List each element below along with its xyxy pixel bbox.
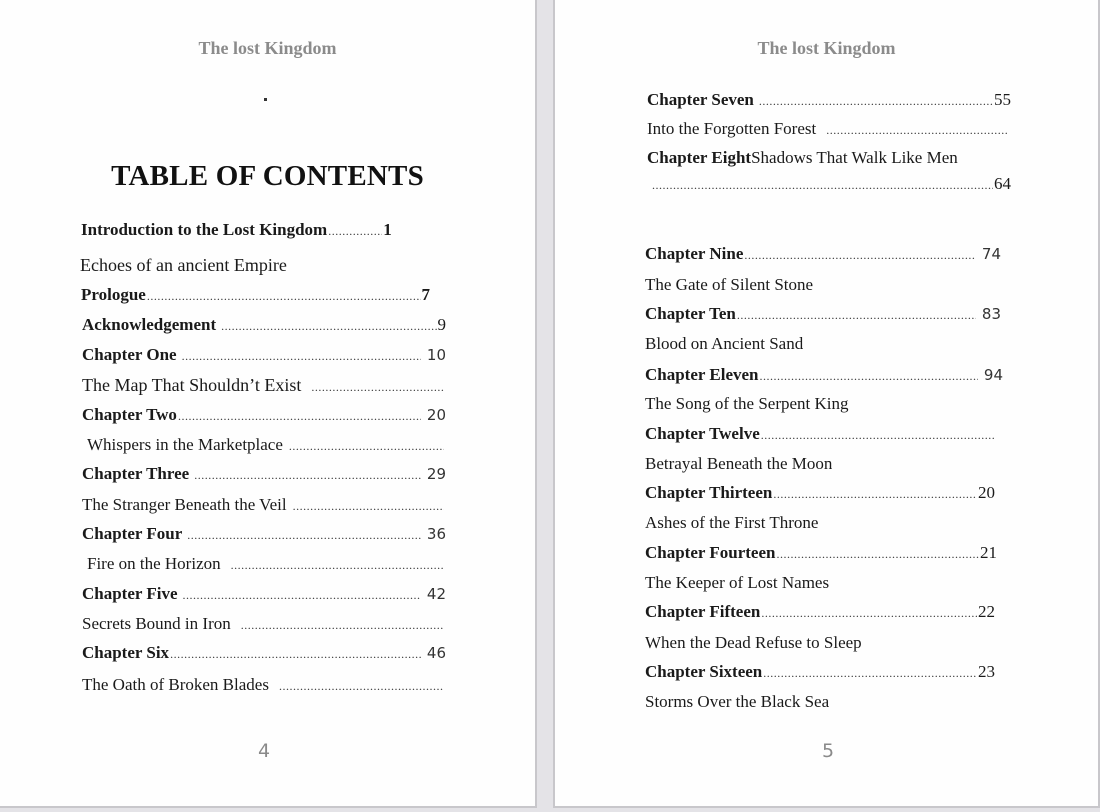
- toc-entry-chapter-eleven[interactable]: Chapter Eleven ..... 94: [645, 364, 1003, 387]
- toc-entry-subtitle[interactable]: Echoes of an ancient Empire: [80, 255, 287, 275]
- toc-entry-subtitle[interactable]: The Song of the Serpent King: [645, 394, 849, 413]
- toc-entry-subtitle[interactable]: Storms Over the Black Sea: [645, 692, 830, 711]
- toc-entry-introduction[interactable]: Introduction to the Lost Kingdom ..... 1: [81, 219, 435, 242]
- page-number: 4: [258, 740, 271, 762]
- document-page-4: [0, 0, 537, 808]
- toc-entry-chapter-ten[interactable]: Chapter Ten ..... 83: [645, 303, 1001, 326]
- toc-entry-chapter-two[interactable]: Chapter Two ..... 20: [82, 404, 446, 427]
- toc-entry-chapter-eight[interactable]: Chapter Eight Shadows That Walk Like Men: [647, 148, 958, 167]
- toc-entry-subtitle[interactable]: Whispers in the Marketplace .....: [87, 434, 445, 457]
- toc-entry-chapter-one[interactable]: Chapter One ..... 10: [82, 344, 446, 367]
- page-header: The lost Kingdom: [198, 38, 337, 58]
- toc-entry-subtitle[interactable]: The Oath of Broken Blades .....: [82, 674, 445, 697]
- toc-entry-subtitle[interactable]: The Map That Shouldn’t Exist .....: [82, 374, 445, 398]
- toc-entry-chapter-nine[interactable]: Chapter Nine ..... 74: [645, 243, 1001, 266]
- toc-entry-subtitle[interactable]: Ashes of the First Throne: [645, 513, 819, 532]
- page-header: The lost Kingdom: [757, 38, 896, 58]
- toc-entry-chapter-six[interactable]: Chapter Six ..... 46: [82, 642, 446, 665]
- toc-entry-chapter-thirteen[interactable]: Chapter Thirteen ..... 20: [645, 482, 995, 505]
- toc-entry-subtitle[interactable]: Secrets Bound in Iron .....: [82, 613, 445, 636]
- toc-entry-chapter-sixteen[interactable]: Chapter Sixteen ..... 23: [645, 661, 995, 684]
- toc-entry-acknowledgement[interactable]: Acknowledgement ..... 9: [82, 314, 446, 337]
- toc-entry-subtitle[interactable]: Fire on the Horizon .....: [87, 553, 445, 576]
- toc-heading: TABLE OF CONTENTS: [111, 160, 424, 192]
- toc-entry-chapter-five[interactable]: Chapter Five ..... 42: [82, 583, 446, 606]
- toc-entry-subtitle[interactable]: The Keeper of Lost Names: [645, 573, 830, 592]
- toc-entry-subtitle[interactable]: The Gate of Silent Stone: [645, 275, 814, 294]
- stray-mark: [264, 98, 267, 101]
- toc-entry-chapter-eight-page[interactable]: ..... 64: [651, 173, 1011, 196]
- toc-entry-chapter-fifteen[interactable]: Chapter Fifteen ..... 22: [645, 601, 995, 624]
- toc-entry-chapter-seven[interactable]: Chapter Seven ..... 55: [647, 89, 1011, 112]
- toc-entry-chapter-fourteen[interactable]: Chapter Fourteen ..... 21: [645, 542, 997, 565]
- toc-entry-prologue[interactable]: Prologue ..... 7: [81, 284, 430, 307]
- toc-entry-chapter-three[interactable]: Chapter Three ..... 29: [82, 463, 446, 486]
- toc-entry-subtitle[interactable]: Betrayal Beneath the Moon: [645, 454, 833, 473]
- toc-entry-subtitle[interactable]: Into the Forgotten Forest .....: [647, 118, 1010, 141]
- document-page-5: [553, 0, 1100, 808]
- toc-entry-subtitle[interactable]: The Stranger Beneath the Veil .....: [82, 494, 445, 517]
- toc-entry-chapter-twelve[interactable]: Chapter Twelve .....: [645, 423, 997, 446]
- toc-entry-subtitle[interactable]: When the Dead Refuse to Sleep: [645, 633, 862, 652]
- toc-entry-chapter-four[interactable]: Chapter Four ..... 36: [82, 523, 446, 546]
- page-number: 5: [822, 740, 835, 762]
- toc-entry-subtitle[interactable]: Blood on Ancient Sand: [645, 334, 804, 353]
